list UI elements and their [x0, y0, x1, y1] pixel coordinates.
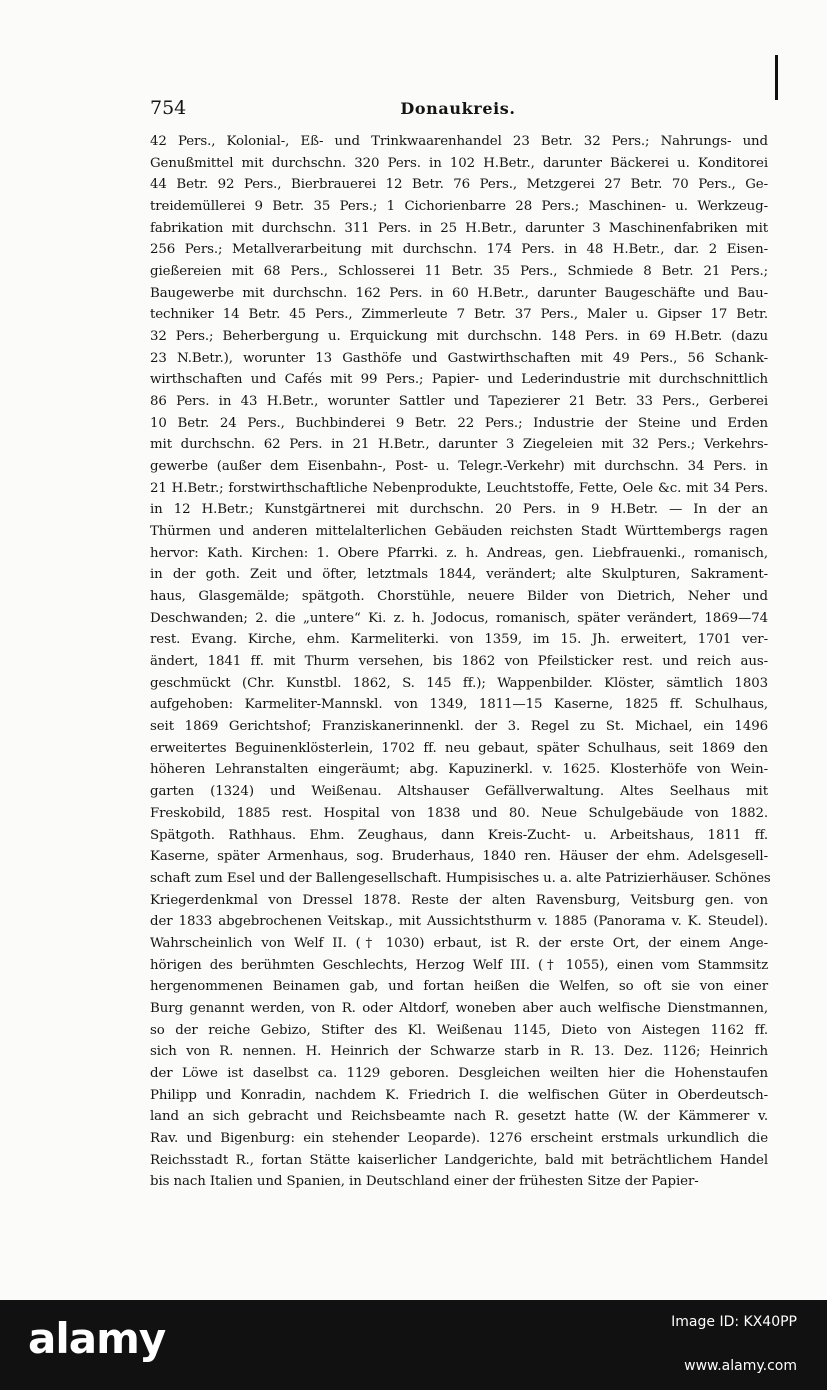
text-line: Burg genannt werden, von R. oder Altdorf, woneben aber auch welfische Dienstmannen,	[150, 1000, 768, 1016]
text-line: 86 Pers. in 43 H.Betr., worunter Sattler und Tapezierer 21 Betr. 33 Pers., Gerberei	[150, 394, 768, 410]
text-line: Kriegerdenkmal von Dressel 1878. Reste der alten Ravensburg, Veitsburg gen. von	[150, 892, 768, 908]
text-line: techniker 14 Betr. 45 Pers., Zimmerleute 7 Betr. 37 Pers., Maler u. Gipser 17 Betr.	[150, 307, 768, 323]
text-line: Philipp und Konradin, nachdem K. Friedrich I. die welfischen Güter in Oberdeutsch-	[150, 1087, 768, 1103]
text-line: in 12 H.Betr.; Kunstgärtnerei mit durchschn. 20 Pers. in 9 H.Betr. — In der an	[150, 502, 768, 518]
text-line: der Löwe ist daselbst ca. 1129 geboren. Desgleichen weilten hier die Hohenstaufen	[150, 1065, 768, 1081]
text-line: land an sich gebracht und Reichsbeamte nach R. gesetzt hatte (W. der Kämmerer v.	[150, 1109, 768, 1125]
text-line: Deschwanden; 2. die „untere“ Ki. z. h. Jodocus, romanisch, später verändert, 1869—74	[150, 610, 768, 626]
text-line: wirthschaften und Cafés mit 99 Pers.; Papier- und Lederindustrie mit durchschnittlich	[150, 372, 768, 388]
text-line: gewerbe (außer dem Eisenbahn-, Post- u. Telegr.-Verkehr) mit durchschn. 34 Pers. in	[150, 459, 768, 475]
text-line: haus, Glasgemälde; spätgoth. Chorstühle, neuere Bilder von Dietrich, Neher und	[150, 589, 768, 605]
watermark-footer-bar	[0, 1300, 827, 1390]
margin-rule	[775, 55, 778, 100]
text-line: 10 Betr. 24 Pers., Buchbinderei 9 Betr. 22 Pers.; Industrie der Steine und Erden	[150, 415, 768, 431]
text-line: der 1833 abgebrochenen Veitskap., mit Aussichtsthurm v. 1885 (Panorama v. K. Steudel).	[150, 914, 768, 930]
text-line: Genußmittel mit durchschn. 320 Pers. in 102 H.Betr., darunter Bäckerei u. Konditorei	[150, 155, 768, 171]
body-text	[150, 131, 771, 1190]
text-line: 44 Betr. 92 Pers., Bierbrauerei 12 Betr. 76 Pers., Metzgerei 27 Betr. 70 Pers., Ge-	[150, 177, 768, 193]
text-line: hergenommenen Beinamen gab, und fortan heißen die Welfen, so oft sie von einer	[150, 979, 768, 995]
text-line: 256 Pers.; Metallverarbeitung mit durchschn. 174 Pers. in 48 H.Betr., dar. 2 Eisen-	[150, 242, 768, 258]
text-line: Freskobild, 1885 rest. Hospital von 1838 und 80. Neue Schulgebäude von 1882.	[150, 805, 768, 821]
text-line: Reichsstadt R., fortan Stätte kaiserlicher Landgerichte, bald mit beträchtlichem Handel	[150, 1152, 768, 1168]
image-id: Image ID: KX40PP	[671, 1314, 797, 1330]
text-line: fabrikation mit durchschn. 311 Pers. in 25 H.Betr., darunter 3 Maschinenfabriken mit	[150, 220, 768, 236]
footer-url: www.alamy.com	[684, 1358, 797, 1374]
text-line: sich von R. nennen. H. Heinrich der Schwarze starb in R. 13. Dez. 1126; Heinrich	[150, 1044, 768, 1060]
text-line: treidemüllerei 9 Betr. 35 Pers.; 1 Cichorienbarre 28 Pers.; Maschinen- u. Werkzeug-	[150, 199, 768, 215]
text-line: Kaserne, später Armenhaus, sog. Bruderhaus, 1840 ren. Häuser der ehm. Adelsgesell-	[150, 849, 768, 865]
text-line: so der reiche Gebizo, Stifter des Kl. Weißenau 1145, Dieto von Aistegen 1162 ff.	[150, 1022, 768, 1038]
text-line: Baugewerbe mit durchschn. 162 Pers. in 60 H.Betr., darunter Baugeschäfte und Bau-	[150, 285, 768, 301]
text-line: rest. Evang. Kirche, ehm. Karmeliterki. von 1359, im 15. Jh. erweitert, 1701 ver-	[150, 632, 768, 648]
text-line: Wahrscheinlich von Welf II. († 1030) erbaut, ist R. der erste Ort, der einem Ange-	[150, 935, 768, 951]
text-line: seit 1869 Gerichtshof; Franziskanerinnenkl. der 3. Regel zu St. Michael, ein 1496	[150, 719, 768, 735]
text-line: 23 N.Betr.), worunter 13 Gasthöfe und Gastwirthschaften mit 49 Pers., 56 Schank-	[150, 350, 768, 366]
text-line: ändert, 1841 ff. mit Thurm versehen, bis 1862 von Pfeilsticker rest. und reich aus-	[150, 654, 768, 670]
text-line: garten (1324) und Weißenau. Altshauser Gefällverwaltung. Altes Seelhaus mit	[150, 784, 768, 800]
text-line: in der goth. Zeit und öfter, letztmals 1844, verändert; alte Skulpturen, Sakrament-	[150, 567, 768, 583]
text-line: 42 Pers., Kolonial-, Eß- und Trinkwaarenhandel 23 Betr. 32 Pers.; Nahrungs- und	[150, 134, 768, 149]
page-number: 754	[150, 97, 187, 119]
text-line: Spätgoth. Rathhaus. Ehm. Zeughaus, dann Kreis-Zucht- u. Arbeitshaus, 1811 ff.	[150, 827, 768, 843]
text-line: 32 Pers.; Beherbergung u. Erquickung mit durchschn. 148 Pers. in 69 H.Betr. (dazu	[150, 329, 768, 345]
text-line: 21 H.Betr.; forstwirthschaftliche Nebenprodukte, Leuchtstoffe, Fette, Oele &c. mit 34 Pers.	[150, 480, 768, 496]
text-line: erweitertes Beguinenklösterlein, 1702 ff. neu gebaut, später Schulhaus, seit 1869 den	[150, 740, 768, 756]
text-line: gießereien mit 68 Pers., Schlosserei 11 Betr. 35 Pers., Schmiede 8 Betr. 21 Pers.;	[150, 264, 768, 280]
page-header	[150, 97, 766, 119]
alamy-logo: alamy	[28, 1314, 166, 1363]
text-line: Rav. und Bigenburg: ein stehender Leoparde). 1276 erscheint erstmals urkundlich die	[150, 1130, 768, 1146]
text-line: geschmückt (Chr. Kunstbl. 1862, S. 145 ff.); Wappenbilder. Klöster, sämtlich 1803	[150, 675, 768, 691]
text-line: Thürmen und anderen mittelalterlichen Gebäuden reichsten Stadt Württembergs ragen	[150, 524, 768, 540]
text-line: höheren Lehranstalten eingeräumt; abg. Kapuzinerkl. v. 1625. Klosterhöfe von Wein-	[150, 762, 768, 778]
text-line: aufgehoben: Karmeliter-Mannskl. von 1349, 1811—15 Kaserne, 1825 ff. Schulhaus,	[150, 697, 768, 713]
text-line: hörigen des berühmten Geschlechts, Herzog Welf III. († 1055), einen vom Stammsitz	[150, 957, 768, 973]
text-line: schaft zum Esel und der Ballengesellschaft. Humpisisches u. a. alte Patrizierhäuser. Schönes	[150, 870, 771, 886]
text-line: mit durchschn. 62 Pers. in 21 H.Betr., darunter 3 Ziegeleien mit 32 Pers.; Verkehrs-	[150, 437, 768, 453]
text-line: hervor: Kath. Kirchen: 1. Obere Pfarrki. z. h. Andreas, gen. Liebfrauenki., romanisch,	[150, 545, 768, 561]
running-head: Donaukreis.	[400, 99, 516, 118]
text-line: bis nach Italien und Spanien, in Deutschland einer der frühesten Sitze der Papier-	[150, 1174, 699, 1190]
